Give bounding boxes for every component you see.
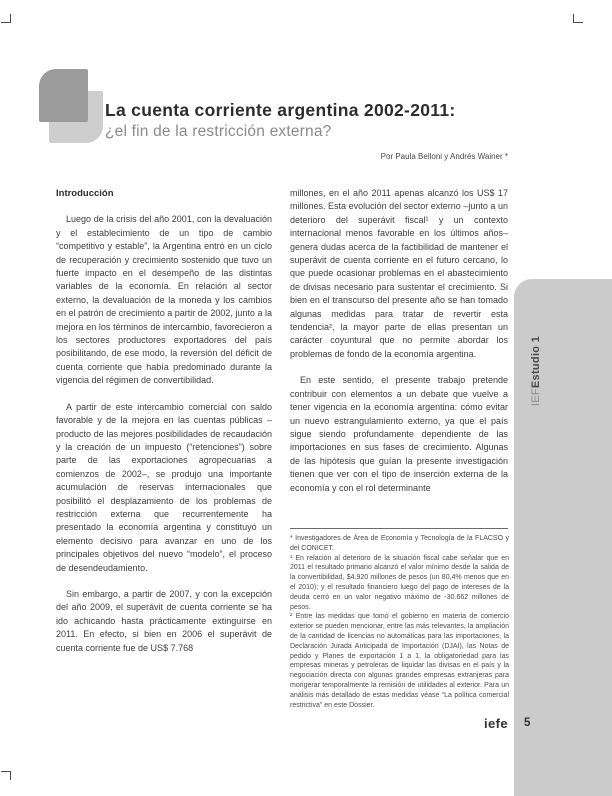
article-title: La cuenta corriente argentina 2002-2011: <box>105 100 456 120</box>
footer-brand: iefe <box>483 716 508 731</box>
crop-mark-top-left-icon <box>1 14 11 23</box>
footnote-item: ² Entre las medidas que tomó el gobierno en materia de comercio exterior se pueden mencionar, entre las más relevantes, la ampliación de la cantidad de licencias no automáticas para las importaciones, la Declaración Jurada Anticipada de Importación (DJAI), las Notas de pedido y Planes de exportación 1 a 1, la obligatoriedad para las empresas mineras y petroleras de liquidar las divisas en el país y la negociación directa con algunas grandes empresas extranjeras para morigerar temporalmente la remisión de utilidades al exterior. Para un análisis más detallado de estas medidas véase “La política comercial restrictiva” en este Dossier. <box>290 613 509 709</box>
body-paragraph: Sin embargo, a partir de 2007, y con la excepción del año 2009, el superávit de cuenta corriente se ha ido achicando hasta prácticamente extinguirse en 2011. En efecto, si bien en 2006 el superávit de cuenta corriente fue de US$ 7.768 <box>56 588 272 653</box>
left-column <box>56 187 272 655</box>
crop-mark-top-right-icon <box>573 14 583 23</box>
section-heading: Introducción <box>56 188 114 199</box>
sidebar-tab-label <box>530 327 544 415</box>
right-column <box>290 187 508 495</box>
article-byline: Por Paula Belloni y Andrés Wainer * <box>380 152 508 161</box>
footnote-divider <box>290 528 508 529</box>
body-paragraph: A partir de este intercambio comercial con saldo favorable y de la mejora en las cuentas públicas –producto de las mejores posibilidades de recaudación y la creación de un impuesto (“retenciones”) sobre parte de las exportaciones agropecuarias a comienzos de 2002–, se produjo una importante acumulación de reservas internacionales que posibilitó el desplazamiento de los problemas de restricción externa que recurrentemente ha presentado la economía argentina y constituyó un elemento decisivo para avanzar en uno de los principales objetivos del nuevo “modelo”, el proceso de desendeudamiento. <box>56 401 272 573</box>
quote-decoration-dark <box>39 69 88 122</box>
footer-page-number: 5 <box>524 717 531 729</box>
sidebar-label-prefix: IEF <box>530 388 542 407</box>
crop-mark-bottom-left-icon <box>1 771 11 780</box>
footnote-item: ¹ En relación al deterioro de la situación fiscal cabe señalar que en 2011 el resultado primario alcanzó el valor mínimo desde la salida de la convertibilidad, $4.920 millones de pesos (un 80,4% menos que en el 2010); y el resultado financiero luego del pago de intereses de la deuda cerró en un valor negativo máximo de -30.662 millones de pesos. <box>290 554 509 611</box>
footnotes <box>290 534 509 710</box>
body-paragraph: Luego de la crisis del año 2001, con la devaluación y el establecimiento de un tipo de cambio “competitivo y estable”, la Argentina entró en un ciclo de recuperación y crecimiento sostenido que tuvo un fuerte impacto en el desempeño de las distintas variables de la economía. En relación al sector externo, la devaluación de la moneda y los cambios en el patrón de crecimiento a partir de 2002, junto a la mejora en los términos de intercambio, favorecieron a los sectores productores exportadores del país posibilitando, de ese modo, la reversión del déficit de cuenta corriente que había predominado durante la vigencia del régimen de convertibilidad. <box>56 214 272 386</box>
footnote-item: * Investigadores de Área de Economía y Tecnología de la FLACSO y del CONICET. <box>290 535 509 552</box>
body-paragraph: En este sentido, el presente trabajo pretende contribuir con elementos a un debate que vuelve a tener vigencia en la economía argentina: cómo evitar un nuevo estrangulamiento externo, ya que el país sigue siendo profundamente dependiente de las importaciones en sus fases de crecimiento. Algunas de las hipótesis que guían la presente investigación tienen que ver con el tipo de inserción externa de la economía y con el rol determinante <box>290 375 508 493</box>
article-subtitle: ¿el fin de la restricción externa? <box>105 123 332 140</box>
sidebar-label-name: Estudio 1 <box>530 335 542 389</box>
body-paragraph: millones, en el año 2011 apenas alcanzó los US$ 17 millones. Esta evolución del sector externo –junto a un deterioro del superávit fiscal¹ y un contexto internacional menos favorable en los últimos años– genera dudas acerca de la factibilidad de mantener el superávit de cuenta corriente en el futuro cercano, lo que puede ocasionar problemas en el abastecimiento de divisas necesario para sustentar el crecimiento. Si bien en el transcurso del presente año se han tomado algunas medidas para tratar de revertir esta tendencia², la mayor parte de ellas presentan un carácter coyuntural que no permite abordar los problemas de fondo de la economía argentina. <box>290 188 508 359</box>
